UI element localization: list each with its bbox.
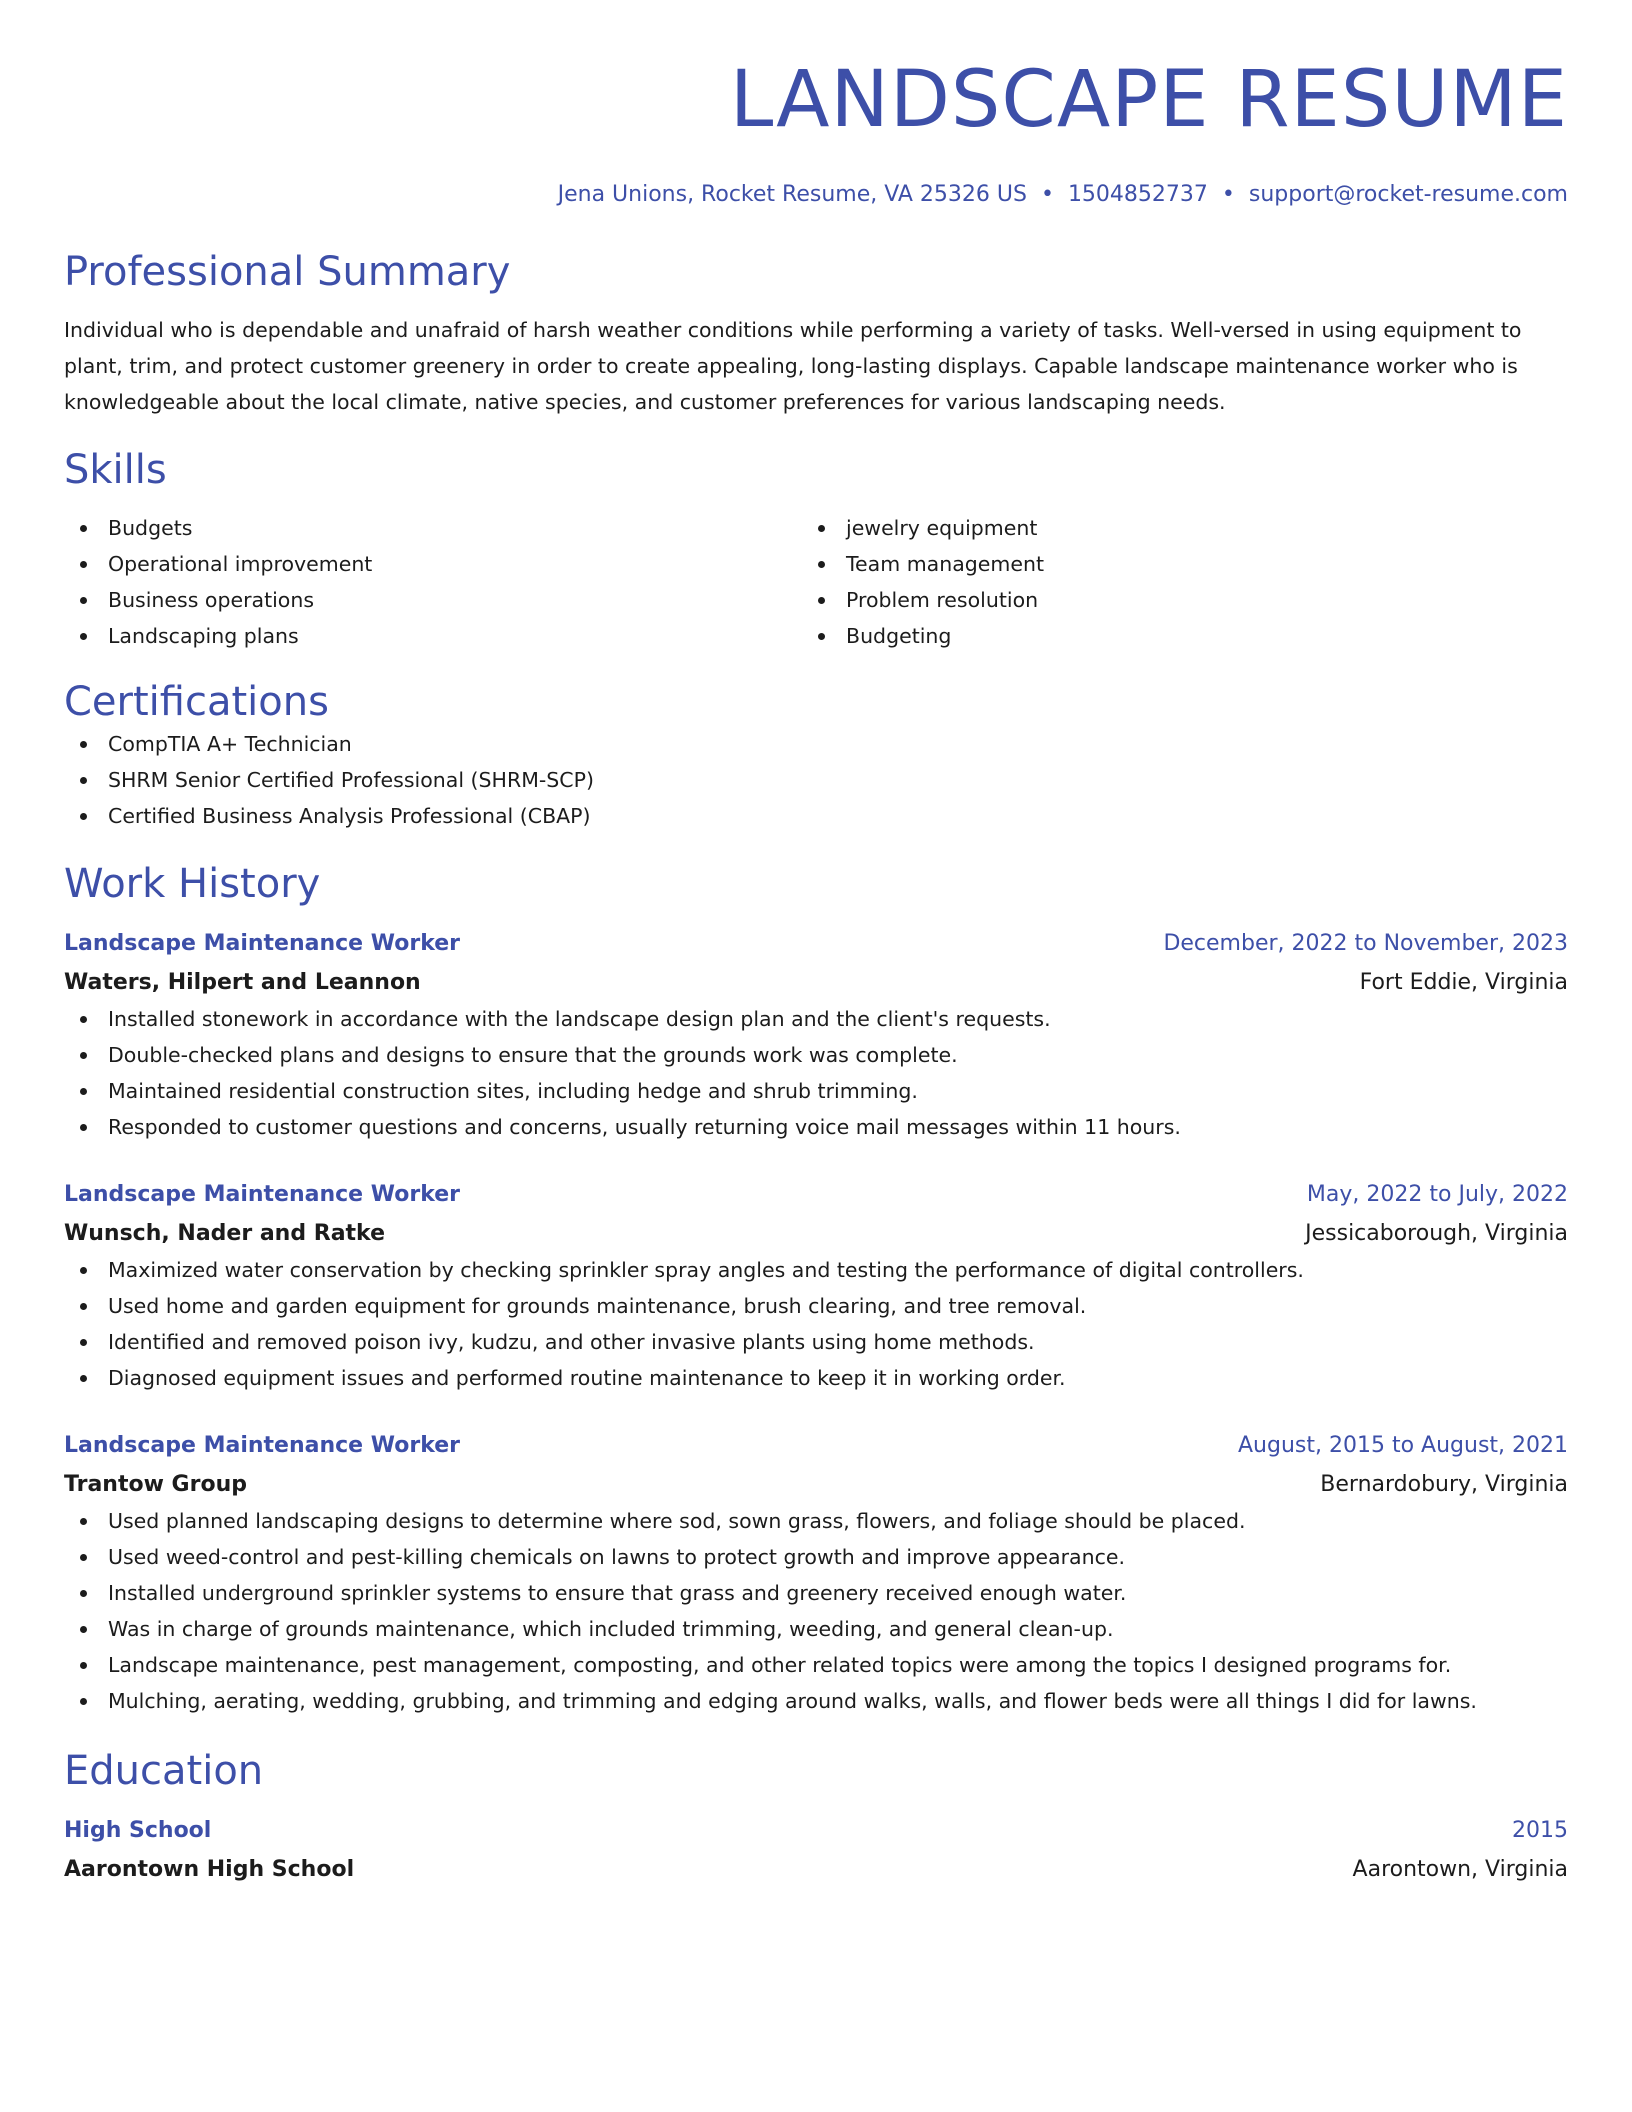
job-bullet: Landscape maintenance, pest management, composting, and other related topics were among the topics I designed programs for. xyxy=(64,1647,1568,1683)
summary-text: Individual who is dependable and unafraid of harsh weather conditions while performing a variety of tasks. Well-versed in using equipment to plant, trim, and protect customer greenery in order to create appealing, long-lasting displays. Capable landscape maintenance worker who is knowledgeable about the local climate, native species, and customer preferences for various landscaping needs. xyxy=(64,318,1522,414)
job-entry xyxy=(64,1177,1568,1396)
summary-heading: Professional Summary xyxy=(64,249,511,295)
contact-line xyxy=(64,180,1568,210)
job-location: Bernardobury, Virginia xyxy=(1320,1472,1568,1497)
skills-column-left xyxy=(64,510,802,654)
job-bullet: Diagnosed equipment issues and performed routine maintenance to keep it in working order. xyxy=(64,1360,1568,1396)
certifications-heading: Certifications xyxy=(64,679,329,725)
job-company: Waters, Hilpert and Leannon xyxy=(64,970,421,995)
job-location: Jessicaborough, Virginia xyxy=(1305,1221,1568,1246)
job-dates: December, 2022 to November, 2023 xyxy=(1163,931,1568,956)
skills-grid xyxy=(64,510,1568,654)
contact-address: Jena Unions, Rocket Resume, VA 25326 US xyxy=(557,182,1027,207)
education-year: 2015 xyxy=(1512,1818,1568,1843)
job-bullet: Used home and garden equipment for grounds maintenance, brush clearing, and tree removal. xyxy=(64,1288,1568,1324)
job-dates: May, 2022 to July, 2022 xyxy=(1306,1182,1568,1207)
job-bullet: Used planned landscaping designs to determine where sod, sown grass, flowers, and foliage should be placed. xyxy=(64,1503,1568,1539)
skill-item: Landscaping plans xyxy=(64,618,802,654)
skills-heading: Skills xyxy=(64,447,167,493)
job-bullet: Used weed-control and pest-killing chemicals on lawns to protect growth and improve appearance. xyxy=(64,1539,1568,1575)
job-company: Wunsch, Nader and Ratke xyxy=(64,1221,386,1246)
education-school: Aarontown High School xyxy=(64,1857,355,1882)
job-entry xyxy=(64,926,1568,1145)
skill-item: Problem resolution xyxy=(802,582,1540,618)
job-bullet: Installed underground sprinkler systems to ensure that grass and greenery received enough water. xyxy=(64,1575,1568,1611)
job-bullet: Identified and removed poison ivy, kudzu, and other invasive plants using home methods. xyxy=(64,1324,1568,1360)
job-bullet: Maintained residential construction sites, including hedge and shrub trimming. xyxy=(64,1073,1568,1109)
education-degree: High School xyxy=(64,1818,212,1843)
job-bullet: Installed stonework in accordance with the landscape design plan and the client's requests. xyxy=(64,1001,1568,1037)
skill-item: Budgets xyxy=(64,510,802,546)
job-company: Trantow Group xyxy=(64,1472,247,1497)
contact-separator: • xyxy=(1040,182,1054,207)
education-header-row xyxy=(64,1813,1568,1849)
education-entry xyxy=(64,1813,1568,1888)
job-header-row xyxy=(64,1428,1568,1464)
skill-item: jewelry equipment xyxy=(802,510,1540,546)
resume-title: LANDSCAPE RESUME xyxy=(729,55,1568,145)
job-bullet-list xyxy=(64,1252,1568,1396)
contact-separator: • xyxy=(1221,182,1235,207)
job-bullet-list xyxy=(64,1001,1568,1145)
work-history-heading: Work History xyxy=(64,861,321,907)
job-bullet: Mulching, aerating, wedding, grubbing, and trimming and edging around walks, walls, and flower beds were all things I did for lawns. xyxy=(64,1683,1568,1719)
job-role: Landscape Maintenance Worker xyxy=(64,1182,461,1207)
job-bullet: Double-checked plans and designs to ensure that the grounds work was complete. xyxy=(64,1037,1568,1073)
job-role: Landscape Maintenance Worker xyxy=(64,1433,461,1458)
contact-email[interactable]: support@rocket-resume.com xyxy=(1248,182,1568,207)
job-bullet: Responded to customer questions and concerns, usually returning voice mail messages within 11 hours. xyxy=(64,1109,1568,1145)
job-role: Landscape Maintenance Worker xyxy=(64,931,461,956)
job-bullet: Was in charge of grounds maintenance, which included trimming, weeding, and general clean-up. xyxy=(64,1611,1568,1647)
job-company-row xyxy=(64,962,1568,1001)
job-bullet: Maximized water conservation by checking sprinkler spray angles and testing the performance of digital controllers. xyxy=(64,1252,1568,1288)
skill-item: Operational improvement xyxy=(64,546,802,582)
job-header-row xyxy=(64,1177,1568,1213)
job-header-row xyxy=(64,926,1568,962)
skill-item: Business operations xyxy=(64,582,802,618)
job-company-row xyxy=(64,1213,1568,1252)
job-entry xyxy=(64,1428,1568,1719)
education-location: Aarontown, Virginia xyxy=(1352,1857,1568,1882)
certification-item: CompTIA A+ Technician xyxy=(64,726,1568,762)
certification-item: Certified Business Analysis Professional (CBAP) xyxy=(64,798,1568,834)
job-bullet-list xyxy=(64,1503,1568,1719)
skills-column-right xyxy=(802,510,1540,654)
job-company-row xyxy=(64,1464,1568,1503)
job-location: Fort Eddie, Virginia xyxy=(1359,970,1568,995)
education-school-row xyxy=(64,1849,1568,1888)
certifications-list xyxy=(64,726,1568,834)
job-dates: August, 2015 to August, 2021 xyxy=(1238,1433,1568,1458)
certification-item: SHRM Senior Certified Professional (SHRM-SCP) xyxy=(64,762,1568,798)
skill-item: Budgeting xyxy=(802,618,1540,654)
skill-item: Team management xyxy=(802,546,1540,582)
education-heading: Education xyxy=(64,1748,264,1794)
contact-phone[interactable]: 1504852737 xyxy=(1067,182,1208,207)
